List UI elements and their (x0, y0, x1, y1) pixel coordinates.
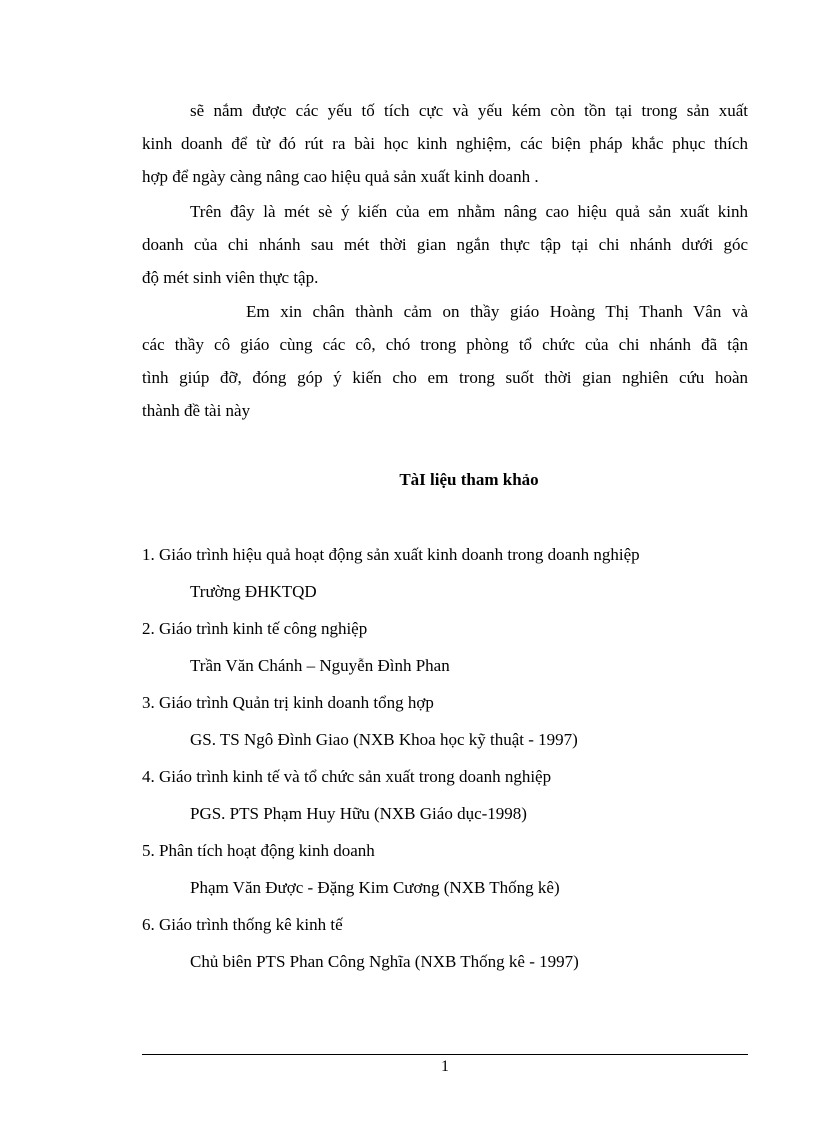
reference-title: 5. Phân tích hoạt động kinh doanh (142, 841, 375, 860)
paragraph-opinion (142, 195, 748, 294)
reference-item (142, 834, 762, 908)
text-line: Em xin chân thành cảm on thầy giáo Hoàng Thị Thanh Vân và (246, 302, 748, 321)
text-line: Trên đây là mét sè ý kiến của em nhằm nâng cao hiệu quả sản xuất kinh (190, 202, 748, 221)
text-line: độ mét sinh viên thực tập. (142, 268, 319, 287)
reference-item (142, 760, 762, 834)
reference-item (142, 686, 762, 760)
reference-title: 4. Giáo trình kinh tế và tổ chức sản xuất trong doanh nghiệp (142, 767, 552, 786)
reference-author: PGS. PTS Phạm Huy Hữu (NXB Giáo dục-1998) (190, 804, 527, 823)
reference-author: Phạm Văn Được - Đặng Kim Cương (NXB Thống kê) (190, 878, 560, 897)
references-list (142, 538, 762, 982)
reference-title: 3. Giáo trình Quản trị kinh doanh tổng hợp (142, 693, 434, 712)
reference-title: 1. Giáo trình hiệu quả hoạt động sản xuất kinh doanh trong doanh nghiệp (142, 545, 640, 564)
reference-author: Trường ĐHKTQD (190, 582, 317, 601)
reference-item (142, 612, 762, 686)
references-heading: TàI liệu tham khảo (399, 470, 539, 489)
reference-author: Trần Văn Chánh – Nguyễn Đình Phan (190, 656, 450, 675)
text-line: sẽ nắm được các yếu tố tích cực và yếu kém còn tồn tại trong sản xuất (190, 101, 748, 120)
page-number: 1 (441, 1058, 449, 1075)
reference-author: Chủ biên PTS Phan Công Nghĩa (NXB Thống kê - 1997) (190, 952, 579, 971)
text-line: hợp để ngày càng nâng cao hiệu quả sản xuất kinh doanh . (142, 167, 539, 186)
text-line: tình giúp đỡ, đóng góp ý kiến cho em trong suốt thời gian nghiên cứu hoàn (142, 368, 748, 387)
footer-divider (142, 1054, 748, 1055)
reference-title: 2. Giáo trình kinh tế công nghiệp (142, 619, 368, 638)
reference-title: 6. Giáo trình thống kê kinh tế (142, 915, 343, 934)
text-line: các thầy cô giáo cùng các cô, chó trong phòng tổ chức của chi nhánh đã tận (142, 335, 748, 354)
text-line: doanh của chi nhánh sau mét thời gian ngắn thực tập tại chi nhánh dưới góc (142, 235, 748, 254)
text-line: kinh doanh để từ đó rút ra bài học kinh nghiệm, các biện pháp khắc phục thích (142, 134, 748, 153)
paragraph-thanks (142, 295, 748, 427)
reference-item (142, 538, 762, 612)
reference-item (142, 908, 762, 982)
paragraph-conclusion (142, 94, 748, 193)
reference-author: GS. TS Ngô Đình Giao (NXB Khoa học kỹ thuật - 1997) (190, 730, 578, 749)
text-line: thành đề tài này (142, 401, 251, 420)
